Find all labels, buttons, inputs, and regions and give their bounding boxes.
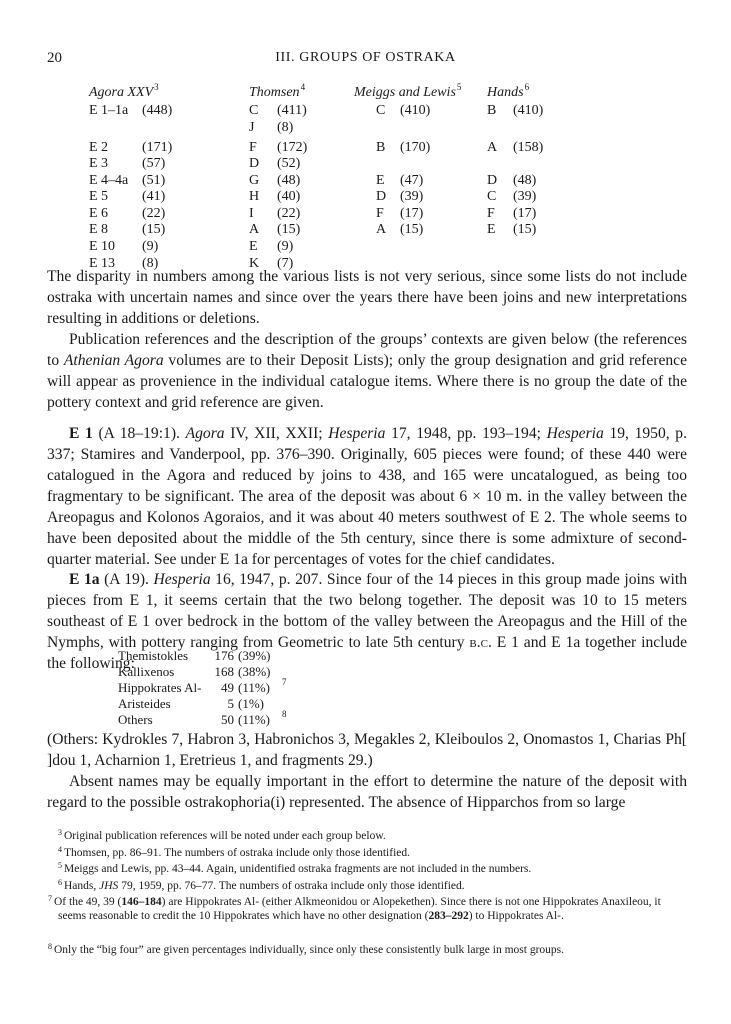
concordance-cell: B <box>376 140 386 155</box>
concordance-cell: E <box>249 239 258 254</box>
concordance-cell: (40) <box>277 189 301 204</box>
col-header-agora: Agora XXV$^3$ <box>89 82 159 100</box>
concordance-cell: E <box>376 173 385 188</box>
concordance-cell: (170) <box>400 140 431 155</box>
candidate-name: Others <box>118 712 153 727</box>
concordance-cell: D <box>487 173 498 188</box>
concordance-cell: D <box>249 156 260 171</box>
concordance-cell: (48) <box>277 173 301 188</box>
candidate-count: 176 <box>214 648 234 663</box>
footnote-4: $^4$ Thomsen, pp. 86–91. The numbers of ostraka include only those identified. <box>58 845 410 859</box>
page-number: 20 <box>47 50 62 66</box>
footnote-3: $^3$ Original publication references will be noted under each group below. <box>58 828 386 842</box>
paragraph-others: (Others: Kydrokles 7, Habron 3, Habronichos 3, Megakles 2, Kleiboulos 2, Onomastos 1, Charias Ph[ ]dou 1, Acharnion 1, Eretrieus 1, and fragments 29.) <box>47 731 687 769</box>
concordance-cell: C <box>249 103 259 118</box>
paragraph-absent-names: Absent names may be equally important in the effort to determine the nature of the deposit with regard to the possible ostrakophoria(i) represented. The absence of Hipparchos from so large <box>47 773 687 811</box>
concordance-cell: (48) <box>513 173 537 188</box>
candidate-name: Kallixenos <box>118 664 175 679</box>
col-header-meiggs-lewis: Meiggs and Lewis$^5$ <box>354 82 462 100</box>
chapter-title: III. GROUPS OF OSTRAKA <box>275 50 456 65</box>
concordance-cell: (22) <box>277 206 301 221</box>
concordance-cell: (9) <box>277 239 294 254</box>
concordance-cell: (7) <box>277 256 294 271</box>
concordance-cell: (51) <box>142 173 166 188</box>
concordance-cell: K <box>249 256 260 271</box>
concordance-cell: F <box>249 140 257 155</box>
candidate-percent: (11%) <box>238 680 271 695</box>
concordance-cell: (410) <box>400 103 431 118</box>
concordance-cell: (15) <box>277 222 301 237</box>
concordance-cell: A <box>487 140 498 155</box>
paragraph-disparity: The disparity in numbers among the various lists is not very serious, since some lists do not include ostraka with uncertain names and since over the years there have been joins and new interpretations resulting in additions or deletions. <box>47 268 687 327</box>
concordance-cell: (39) <box>400 189 424 204</box>
footnote-7: $^7$ Of the 49, 39 (146–184) are Hippokrates Al- (either Alkmeonidou or Alopekethen). Since there is not one Hippokrates Anaxileou, it seems reasonable to credit the 10 Hippokrates which have no other designation (283–292) to Hippokrates Al-. <box>48 894 661 922</box>
concordance-cell: G <box>249 173 260 188</box>
concordance-cell: (15) <box>513 222 537 237</box>
concordance-cell: E 10 <box>89 239 116 254</box>
concordance-cell: F <box>376 206 384 221</box>
candidate-percent: (39%) <box>238 648 271 663</box>
concordance-cell: (172) <box>277 140 308 155</box>
concordance-cell: A <box>249 222 260 237</box>
footnote-8: $^8$ Only the “big four” are given percentages individually, since only these consistently bulk large in most groups. <box>48 942 565 956</box>
candidate-percent: (38%) <box>238 664 271 679</box>
concordance-cell: I <box>249 206 254 221</box>
candidate-percent: (11%) <box>238 712 271 727</box>
concordance-cell: (448) <box>142 103 173 118</box>
concordance-cell: F <box>487 206 495 221</box>
paragraph-e1: E 1 (A 18–19:1). Agora IV, XII, XXII; Hesperia 17, 1948, pp. 193–194; Hesperia 19, 1950, p. 337; Stamires and Vanderpool, pp. 376–390. Originally, 605 pieces were found; of these 440 were catalogued in the Agora and reduced by joins to 438, and 165 were uncatalogued, as being too fragmentary to be significant. The area of the deposit was about 6 × 10 m. in the valley between the Areopagus and Kolonos Agoraios, and it was about 40 meters southwest of E 2. The whole seems to have been deposited about the middle of the 5th century, since there is some admixture of second-quarter material. See under E 1a for percentages of votes for the chief candidates. <box>47 425 687 568</box>
candidate-percent: (1%) <box>238 696 264 711</box>
candidate-count: 168 <box>214 664 234 679</box>
concordance-cell: C <box>487 189 497 204</box>
candidate-count: 5 <box>227 696 234 711</box>
concordance-cell: (171) <box>142 140 173 155</box>
concordance-cell: (41) <box>142 189 166 204</box>
concordance-cell: E 8 <box>89 222 109 237</box>
candidate-count: 49 <box>221 680 234 695</box>
concordance-cell: E 5 <box>89 189 109 204</box>
concordance-cell: E 1–1a <box>89 103 129 118</box>
concordance-cell: D <box>376 189 387 204</box>
concordance-cell: (158) <box>513 140 544 155</box>
concordance-cell: E 3 <box>89 156 109 171</box>
col-header-hands: Hands$^6$ <box>487 82 530 100</box>
concordance-cell: (15) <box>142 222 166 237</box>
concordance-cell: B <box>487 103 497 118</box>
concordance-cell: J <box>249 120 255 135</box>
concordance-cell: E <box>487 222 496 237</box>
paragraph-e1a: E 1a (A 19). Hesperia 16, 1947, p. 207. Since four of the 14 pieces in this group made joins with pieces from E 1, it seems certain that the two belong together. The deposit was 10 to 15 meters southeast of E 1 over bedrock in the bottom of the valley between the Areopagus and the Hill of the Nymphs, with pottery ranging from Geometric to late 5th century b.c. E 1 and E 1a together include the following: <box>47 571 688 672</box>
concordance-cell: (410) <box>513 103 544 118</box>
concordance-cell: (17) <box>400 206 424 221</box>
col-header-thomsen: Thomsen$^4$ <box>249 82 306 100</box>
candidate-name: Hippokrates Al- <box>118 680 202 695</box>
concordance-cell: (57) <box>142 156 166 171</box>
concordance-cell: (8) <box>142 256 159 271</box>
candidate-count: 50 <box>221 712 234 727</box>
concordance-cell: (22) <box>142 206 166 221</box>
concordance-cell: E 13 <box>89 256 116 271</box>
concordance-cell: (52) <box>277 156 301 171</box>
concordance-cell: (39) <box>513 189 537 204</box>
concordance-cell: E 2 <box>89 140 109 155</box>
candidate-footnote-ref: 7 <box>282 677 287 687</box>
candidate-name: Themistokles <box>118 648 189 663</box>
footnote-5: $^5$ Meiggs and Lewis, pp. 43–44. Again, unidentified ostraka fragments are not included in the numbers. <box>58 861 532 875</box>
footnote-6: $^6$ Hands, JHS 79, 1959, pp. 76–77. The numbers of ostraka include only those identified. <box>58 878 465 892</box>
concordance-cell: H <box>249 189 260 204</box>
concordance-cell: C <box>376 103 386 118</box>
concordance-cell: (411) <box>277 103 307 118</box>
concordance-cell: (15) <box>400 222 424 237</box>
concordance-cell: (8) <box>277 120 294 135</box>
candidate-name: Aristeides <box>118 696 171 711</box>
paragraph-publication-references: Publication references and the description of the groups’ contexts are given below (the references to Athenian Agora volumes are to their Deposit Lists); only the group designation and grid reference will appear as provenience in the individual catalogue items. Where there is no group the date of the pottery context and grid reference are given. <box>47 331 688 411</box>
concordance-cell: (17) <box>513 206 537 221</box>
concordance-cell: A <box>376 222 387 237</box>
concordance-cell: (9) <box>142 239 159 254</box>
concordance-cell: E 6 <box>89 206 109 221</box>
concordance-cell: (47) <box>400 173 424 188</box>
candidate-footnote-ref: 8 <box>282 709 287 719</box>
concordance-cell: E 4–4a <box>89 173 129 188</box>
